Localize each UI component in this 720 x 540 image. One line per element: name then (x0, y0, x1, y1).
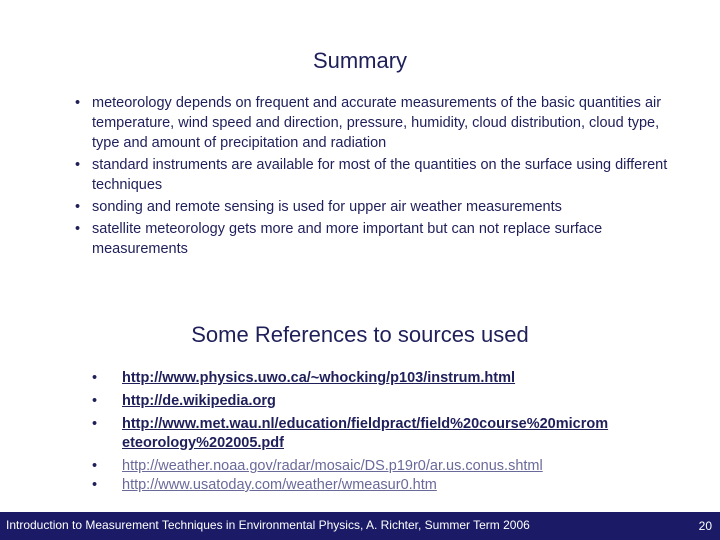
bullet-icon: • (92, 477, 98, 493)
reference-item (92, 369, 612, 388)
footer-bar (0, 512, 720, 540)
reference-item (92, 392, 612, 411)
reference-item (92, 476, 612, 495)
bullet-icon: • (92, 416, 98, 432)
bullet-icon: • (92, 458, 98, 474)
references-list (92, 369, 612, 499)
reference-link[interactable]: http://www.usatoday.com/weather/wmeasur0.htm (122, 477, 437, 493)
summary-bullet: • meteorology depends on frequent and accurate measurements of the basic quantities air temperature, wind speed and direction, pressure, humidity, cloud distribution, cloud type, type and amount of precipitation and radiation (75, 93, 675, 153)
reference-link[interactable]: http://www.physics.uwo.ca/~whocking/p103/instrum.html (122, 370, 516, 386)
bullet-icon: • (92, 370, 98, 386)
footer-text: Introduction to Measurement Techniques in Environmental Physics, A. Richter, Summer Term 2006 (6, 518, 530, 532)
summary-bullet-list (75, 93, 675, 261)
page-number: 20 (698, 519, 712, 533)
reference-item (92, 415, 612, 453)
bullet-icon: • (92, 393, 98, 409)
summary-bullet: • sonding and remote sensing is used for upper air weather measurements (75, 197, 675, 217)
references-title: Some References to sources used (191, 322, 529, 347)
reference-link[interactable]: http://weather.noaa.gov/radar/mosaic/DS.p19r0/ar.us.conus.shtml (122, 458, 543, 474)
reference-item (92, 457, 612, 476)
summary-bullet: • standard instruments are available for most of the quantities on the surface using different techniques (75, 155, 675, 195)
summary-bullet: • satellite meteorology gets more and more important but can not replace surface measurements (75, 219, 675, 259)
reference-link[interactable]: http://de.wikipedia.org (122, 393, 276, 409)
reference-link[interactable]: http://www.met.wau.nl/education/fieldpract/field%20course%20micrometeorology%202005.pdf (122, 416, 609, 451)
summary-title: Summary (312, 48, 408, 73)
